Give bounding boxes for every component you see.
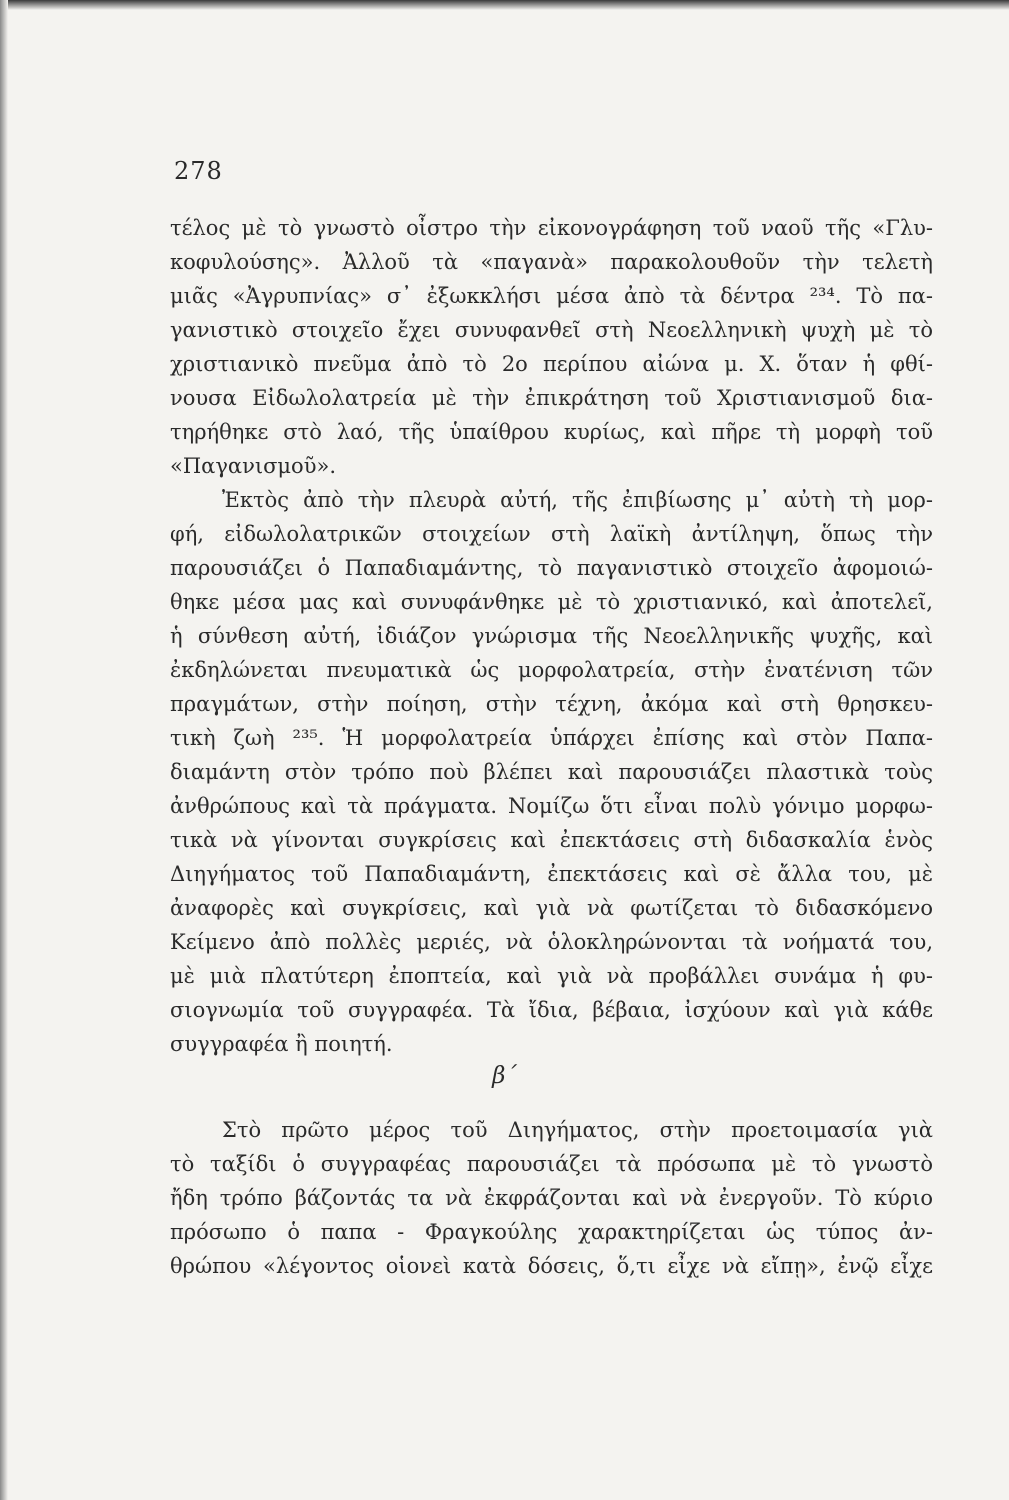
text-line: Κείμενο ἀπὸ πολλὲς μεριές, νὰ ὁλοκληρώνονται τὰ νοήματά του, — [170, 930, 933, 954]
text-line: θηκε μέσα μας καὶ συνυφάνθηκε μὲ τὸ χριστιανικό, καὶ ἀποτελεῖ, — [170, 590, 933, 614]
text-line: Ἐκτὸς ἀπὸ τὴν πλευρὰ αὐτή, τῆς ἐπιβίωσης μ᾽ αὐτὴ τὴ μορ- — [222, 488, 933, 512]
text-line: νουσα Εἰδωλολατρεία μὲ τὴν ἐπικράτηση τοῦ Χριστιανισμοῦ δια- — [170, 386, 933, 410]
text-line: ἀναφορὲς καὶ συγκρίσεις, καὶ γιὰ νὰ φωτίζεται τὸ διδασκόμενο — [170, 896, 933, 920]
paragraph-continuation — [170, 211, 933, 483]
text-line: θρώπου «λέγοντος οἱονεὶ κατὰ δόσεις, ὅ,τι εἶχε νὰ εἴπῃ», ἐνῷ εἶχε — [170, 1254, 933, 1278]
text-line: ἐκδηλώνεται πνευματικὰ ὡς μορφολατρεία, στὴν ἐνατένιση τῶν — [170, 658, 933, 682]
text-line: Στὸ πρῶτο μέρος τοῦ Διηγήματος, στὴν προετοιμασία γιὰ — [222, 1118, 933, 1142]
text-line: τέλος μὲ τὸ γνωστὸ οἶστρο τὴν εἰκονογράφηση τοῦ ναοῦ τῆς «Γλυ- — [170, 216, 933, 240]
text-line: Διηγήματος τοῦ Παπαδιαμάντη, ἐπεκτάσεις καὶ σὲ ἄλλα του, μὲ — [170, 862, 933, 886]
text-line: ἡ σύνθεση αὐτή, ἰδιάζον γνώρισμα τῆς Νεοελληνικῆς ψυχῆς, καὶ — [170, 624, 933, 648]
text-line: πραγμάτων, στὴν ποίηση, στὴν τέχνη, ἀκόμα καὶ στὴ θρησκευ- — [170, 692, 933, 716]
text-line: τικὰ νὰ γίνονται συγκρίσεις καὶ ἐπεκτάσεις στὴ διδασκαλία ἑνὸς — [170, 828, 933, 852]
text-line: τὸ ταξίδι ὁ συγγραφέας παρουσιάζει τὰ πρόσωπα μὲ τὸ γνωστὸ — [170, 1152, 933, 1176]
text-line: μιᾶς «Ἀγρυπνίας» σ᾽ ἐξωκκλήσι μέσα ἀπὸ τὰ δέντρα ²³⁴. Τὸ πα- — [170, 284, 933, 308]
text-line: ἤδη τρόπο βάζοντάς τα νὰ ἐκφράζονται καὶ νὰ ἐνεργοῦν. Τὸ κύριο — [170, 1186, 933, 1210]
text-line: γανιστικὸ στοιχεῖο ἔχει συνυφανθεῖ στὴ Νεοελληνικὴ ψυχὴ μὲ τὸ — [170, 318, 933, 342]
text-line: χριστιανικὸ πνεῦμα ἀπὸ τὸ 2ο περίπου αἰώνα μ. Χ. ὅταν ἡ φθί- — [170, 352, 933, 376]
page-number: 278 — [174, 157, 223, 185]
text-line: ἀνθρώπους καὶ τὰ πράγματα. Νομίζω ὅτι εἶναι πολὺ γόνιμο μορφω- — [170, 794, 933, 818]
text-line: «Παγανισμοῦ». — [170, 454, 336, 478]
text-line: σιογνωμία τοῦ συγγραφέα. Τὰ ἴδια, βέβαια, ἰσχύουν καὶ γιὰ κάθε — [170, 998, 933, 1022]
text-line: κοφυλούσης». Ἀλλοῦ τὰ «παγανὰ» παρακολουθοῦν τὴν τελετὴ — [170, 250, 933, 274]
paragraph-body — [170, 483, 933, 1061]
text-line: φή, εἰδωλολατρικῶν στοιχείων στὴ λαϊκὴ ἀντίληψη, ὅπως τὴν — [170, 522, 933, 546]
text-line: διαμάντη στὸν τρόπο ποὺ βλέπει καὶ παρουσιάζει πλαστικὰ τοὺς — [170, 760, 933, 784]
text-line: μὲ μιὰ πλατύτερη ἐποπτεία, καὶ γιὰ νὰ προβάλλει συνάμα ἡ φυ- — [170, 964, 933, 988]
text-line: πρόσωπο ὁ παπα - Φραγκούλης χαρακτηρίζεται ὡς τύπος ἀν- — [170, 1220, 933, 1244]
text-line: τικὴ ζωὴ ²³⁵. Ἡ μορφολατρεία ὑπάρχει ἐπίσης καὶ στὸν Παπα- — [170, 726, 933, 750]
page-edge-shadow-left — [0, 0, 8, 1500]
text-line: τηρήθηκε στὸ λαό, τῆς ὑπαίθρου κυρίως, καὶ πῆρε τὴ μορφὴ τοῦ — [170, 420, 933, 444]
text-line: παρουσιάζει ὁ Παπαδιαμάντης, τὸ παγανιστικὸ στοιχεῖο ἀφομοιώ- — [170, 556, 933, 580]
text-line: συγγραφέα ἢ ποιητή. — [170, 1032, 393, 1056]
page-edge-shadow-top — [0, 0, 1009, 10]
section-heading: β΄ — [492, 1063, 517, 1089]
paragraph-section-start — [170, 1113, 933, 1283]
